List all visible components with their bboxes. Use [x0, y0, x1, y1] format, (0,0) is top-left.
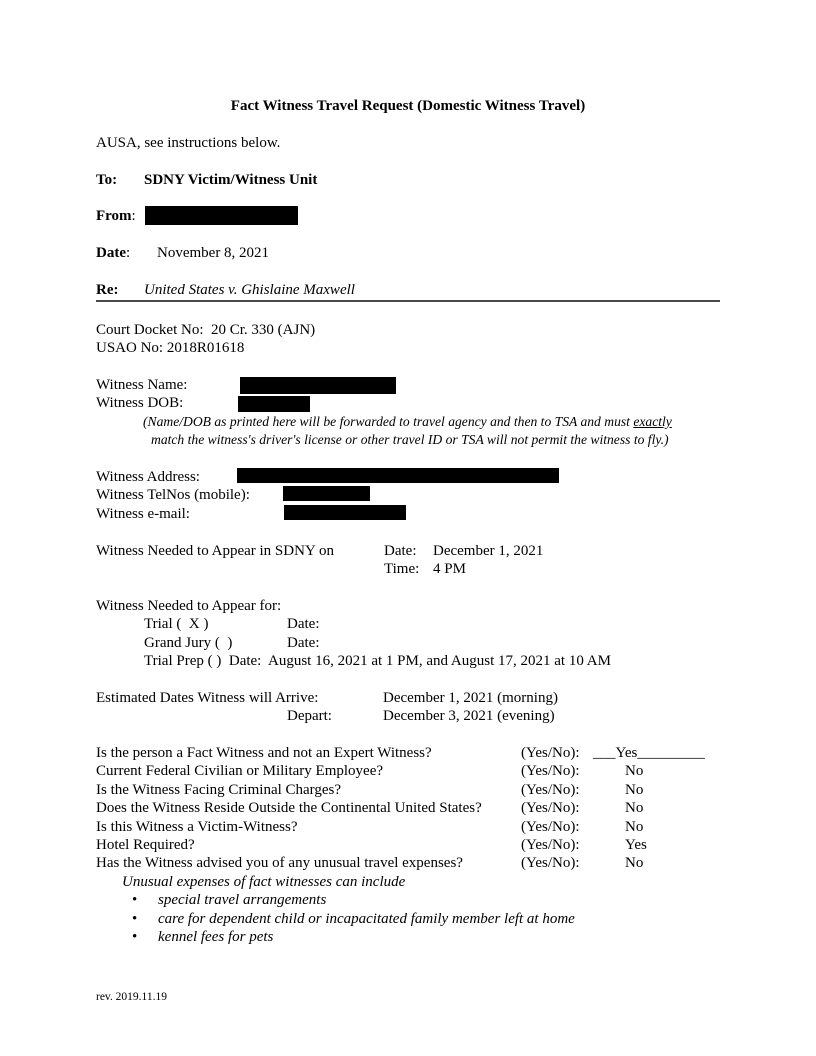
appear-date-value: December 1, 2021 — [433, 542, 544, 559]
depart-label: Depart: — [287, 708, 332, 725]
depart-line — [96, 707, 720, 725]
document-title: Fact Witness Travel Request (Domestic Witness Travel) — [230, 98, 586, 114]
usao-line: USAO No: 2018R01618 — [96, 340, 245, 357]
yesno-label: (Yes/No): — [521, 818, 580, 835]
yesno-label: (Yes/No): — [521, 763, 580, 780]
from-line — [96, 207, 720, 225]
witness-email-label: Witness e-mail: — [96, 505, 190, 522]
appear-for-line: Witness Needed to Appear for: — [96, 597, 282, 614]
date-colon: : — [126, 245, 131, 262]
witness-telnos-redaction — [283, 486, 370, 501]
question-row — [96, 854, 720, 872]
appear-date-label: Date: — [384, 542, 417, 559]
bullet-icon: • — [132, 929, 138, 946]
bullet-icon: • — [132, 910, 138, 927]
appear-time-line — [96, 560, 720, 578]
appear-sdny-label: Witness Needed to Appear in SDNY on — [96, 542, 334, 559]
appear-sdny-line — [96, 542, 720, 560]
trial-date-label: Date: — [287, 616, 320, 633]
witness-address-redaction — [237, 468, 559, 483]
question-row — [96, 836, 720, 854]
from-redaction — [145, 206, 298, 225]
question-text: Is the Witness Facing Criminal Charges? — [96, 781, 342, 798]
question-answer: No — [625, 800, 644, 817]
question-answer: No — [625, 781, 644, 798]
witness-telnos-label: Witness TelNos (mobile): — [96, 487, 250, 504]
intro-line: AUSA, see instructions below. — [96, 134, 281, 151]
date-value: November 8, 2021 — [157, 245, 270, 262]
document-body — [96, 97, 720, 946]
question-text: Does the Witness Reside Outside the Continental United States? — [96, 800, 482, 817]
bullet-text: kennel fees for pets — [158, 929, 274, 946]
witness-name-line — [96, 376, 720, 394]
trial-prep-line: Trial Prep ( ) Date: August 16, 2021 at 1 PM, and August 17, 2021 at 10 AM — [144, 653, 611, 670]
yesno-label: (Yes/No): — [521, 781, 580, 798]
question-answer: No — [625, 855, 644, 872]
witness-dob-line — [96, 394, 720, 412]
question-row — [96, 762, 720, 780]
arrive-label: Estimated Dates Witness will Arrive: — [96, 689, 319, 706]
revision-footer: rev. 2019.11.19 — [96, 991, 168, 1003]
grand-jury-checkbox: Grand Jury ( ) — [144, 634, 233, 651]
appear-time-label: Time: — [384, 561, 420, 578]
question-text: Is the person a Fact Witness and not an Expert Witness? — [96, 745, 432, 761]
witness-telnos-line — [96, 486, 720, 504]
date-label: Date — [96, 245, 126, 262]
court-docket-line: Court Docket No: 20 Cr. 330 (AJN) — [96, 321, 316, 338]
tsa-note-text: (Name/DOB as printed here will be forwarded to travel agency and then to TSA and must — [143, 413, 634, 429]
tsa-note-line1 — [96, 413, 720, 431]
depart-value: December 3, 2021 (evening) — [383, 708, 555, 725]
question-text: Current Federal Civilian or Military Employee? — [96, 763, 384, 780]
witness-email-redaction — [284, 505, 406, 520]
re-value: United States v. Ghislaine Maxwell — [144, 281, 355, 298]
bullet-text: special travel arrangements — [158, 892, 327, 909]
tsa-note-line2: match the witness's driver's license or other travel ID or TSA will not permit the witness to fly.) — [151, 432, 669, 448]
question-row — [96, 781, 720, 799]
re-label: Re: — [96, 281, 119, 298]
question-answer: No — [625, 818, 644, 835]
yesno-label: (Yes/No): — [521, 800, 580, 817]
witness-dob-label: Witness DOB: — [96, 395, 184, 412]
appear-time-value: 4 PM — [433, 561, 466, 578]
witness-name-label: Witness Name: — [96, 376, 188, 393]
yesno-label: (Yes/No): — [521, 855, 580, 872]
witness-address-label: Witness Address: — [96, 469, 200, 485]
trial-line — [96, 615, 720, 633]
question-row — [96, 818, 720, 836]
trial-checkbox: Trial ( X ) — [144, 616, 209, 633]
question-answer: ___Yes_________ — [593, 745, 705, 761]
bullet-item — [96, 910, 720, 928]
witness-name-redaction — [240, 377, 396, 394]
question-text: Has the Witness advised you of any unusual travel expenses? — [96, 855, 463, 872]
question-answer: No — [625, 763, 644, 780]
bullet-text: care for dependent child or incapacitated family member left at home — [158, 910, 575, 927]
bullet-item — [96, 928, 720, 946]
to-value: SDNY Victim/Witness Unit — [144, 171, 318, 188]
question-answer: Yes — [625, 837, 647, 854]
date-line — [96, 244, 720, 262]
question-row — [96, 744, 720, 762]
arrive-value: December 1, 2021 (morning) — [383, 689, 558, 706]
question-text: Hotel Required? — [96, 837, 195, 854]
yesno-label: (Yes/No): — [521, 837, 580, 854]
to-label: To: — [96, 171, 118, 188]
re-line — [96, 281, 720, 302]
question-row — [96, 799, 720, 817]
witness-email-line — [96, 505, 720, 523]
bullet-icon: • — [132, 892, 138, 909]
witness-address-line — [96, 468, 720, 486]
to-line — [96, 171, 720, 189]
from-label: From — [96, 208, 132, 225]
witness-dob-redaction — [238, 396, 310, 412]
from-colon: : — [131, 208, 136, 225]
unusual-expenses-intro: Unusual expenses of fact witnesses can include — [122, 873, 406, 890]
bullet-item — [96, 891, 720, 909]
grand-jury-date-label: Date: — [287, 634, 320, 651]
arrive-line — [96, 689, 720, 707]
tsa-note-underlined: exactly — [633, 413, 672, 429]
yesno-label: (Yes/No): — [521, 745, 580, 761]
grand-jury-line — [96, 634, 720, 652]
question-text: Is this Witness a Victim-Witness? — [96, 818, 298, 835]
